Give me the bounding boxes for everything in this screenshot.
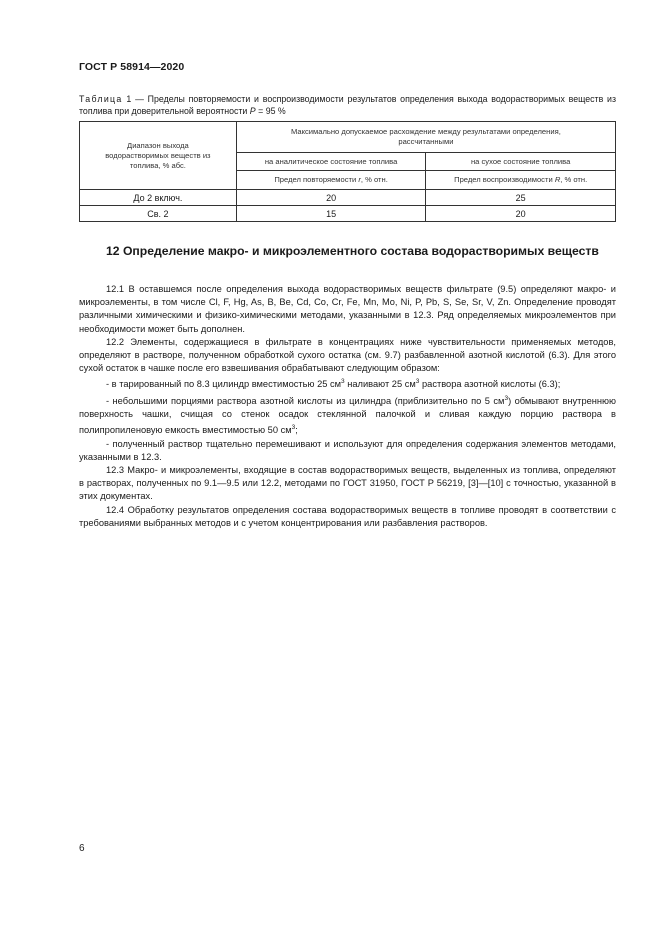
paragraph-12-4: 12.4 Обработку результатов определения состава водорастворимых веществ в топливе проводят в соответствии с требованиями выбранных методов и с учетом концентрирования или разбавления растворов. [79, 504, 616, 528]
section-title: 12 Определение макро- и микроэлементного состава водорастворимых веществ [106, 244, 599, 258]
row-range: До 2 включ. [80, 190, 237, 206]
col1-subheader: Предел повторяемости r, % отн. [236, 171, 426, 190]
col2-header: на сухое состояние топлива [426, 153, 616, 171]
paragraph-12-2: 12.2 Элементы, содержащиеся в фильтрате в концентрациях ниже чувствительности применяемых методов, определяют в растворе, полученном обработкой сухого остатка (см. 9.7) разбавленной азотной кислотой (6.3). Для этого сухой остаток в чашке после его взвешивания обрабатывают следующим образом: [79, 336, 616, 374]
caption-tail: = 95 % [255, 105, 286, 116]
col2-subheader: Предел воспроизводимости R, % отн. [426, 171, 616, 190]
max-diff-header: Максимально допускаемое расхождение между результатами определения, рассчитанными [236, 122, 615, 153]
caption-number: 1 [126, 94, 132, 104]
caption-label: Таблица [79, 94, 123, 104]
row-range: Св. 2 [80, 206, 237, 222]
range-header: Диапазон выхода водорастворимых веществ из топлива, % абс. [80, 122, 237, 190]
caption-text: — Пределы повторяемости и воспроизводимости результатов определения выхода водорастворимых веществ из топлива при доверительной вероятности [79, 94, 616, 116]
table-row [80, 206, 616, 222]
list-item: - небольшими порциями раствора азотной кислоты из цилиндра (приблизительно по 5 $см^3$) обмывают внутреннюю поверхность чашки, счищая со стенок осадок стеклянной палочкой и сливая каждую порцию раствора в полипропиленовую емкость вместимостью 50 $см^3$; [79, 394, 616, 436]
precision-table [79, 121, 616, 222]
table-row [80, 190, 616, 206]
caption-symbol: P [249, 105, 256, 116]
document-header: ГОСТ Р 58914—2020 [79, 61, 185, 73]
col1-header: на аналитическое состояние топлива [236, 153, 426, 171]
table-caption [79, 94, 616, 117]
row-reproducibility: 25 [426, 190, 616, 206]
page-number: 6 [79, 843, 85, 854]
section-body [79, 283, 616, 530]
paragraph-12-1: 12.1 В оставшемся после определения выхода водорастворимых веществ фильтрате (9.5) определяют макро- и микроэлементы, в том числе Cl, F, Hg, As, B, Be, Cd, Co, Cr, Fe, Mn, Mo, Ni, P, Pb, S, Se, Sr, V, Zn. Определение проводят различными химическими и физико-химическими методами, указанными в 12.3. Ряд определяемых микроэлементов при необходимости может быть дополнен. [79, 284, 616, 334]
list-item: - полученный раствор тщательно перемешивают и используют для определения содержания элементов методами, указанными в 12.3. [79, 438, 616, 462]
row-repeatability: 15 [236, 206, 426, 222]
paragraph-12-3: 12.3 Макро- и микроэлементы, входящие в состав водорастворимых веществ, выделенных из топлива, определяют в растворах, полученных по 9.1—9.5 или 12.2, методами по ГОСТ 31950, ГОСТ Р 56219, [3]—[10] с точностью, указанной в этих документах. [79, 464, 616, 502]
row-repeatability: 20 [236, 190, 426, 206]
row-reproducibility: 20 [426, 206, 616, 222]
list-item: - в тарированный по 8.3 цилиндр вместимостью 25 $см^3$ наливают 25 $см^3$ раствора азотной кислоты (6.3); [106, 378, 561, 390]
